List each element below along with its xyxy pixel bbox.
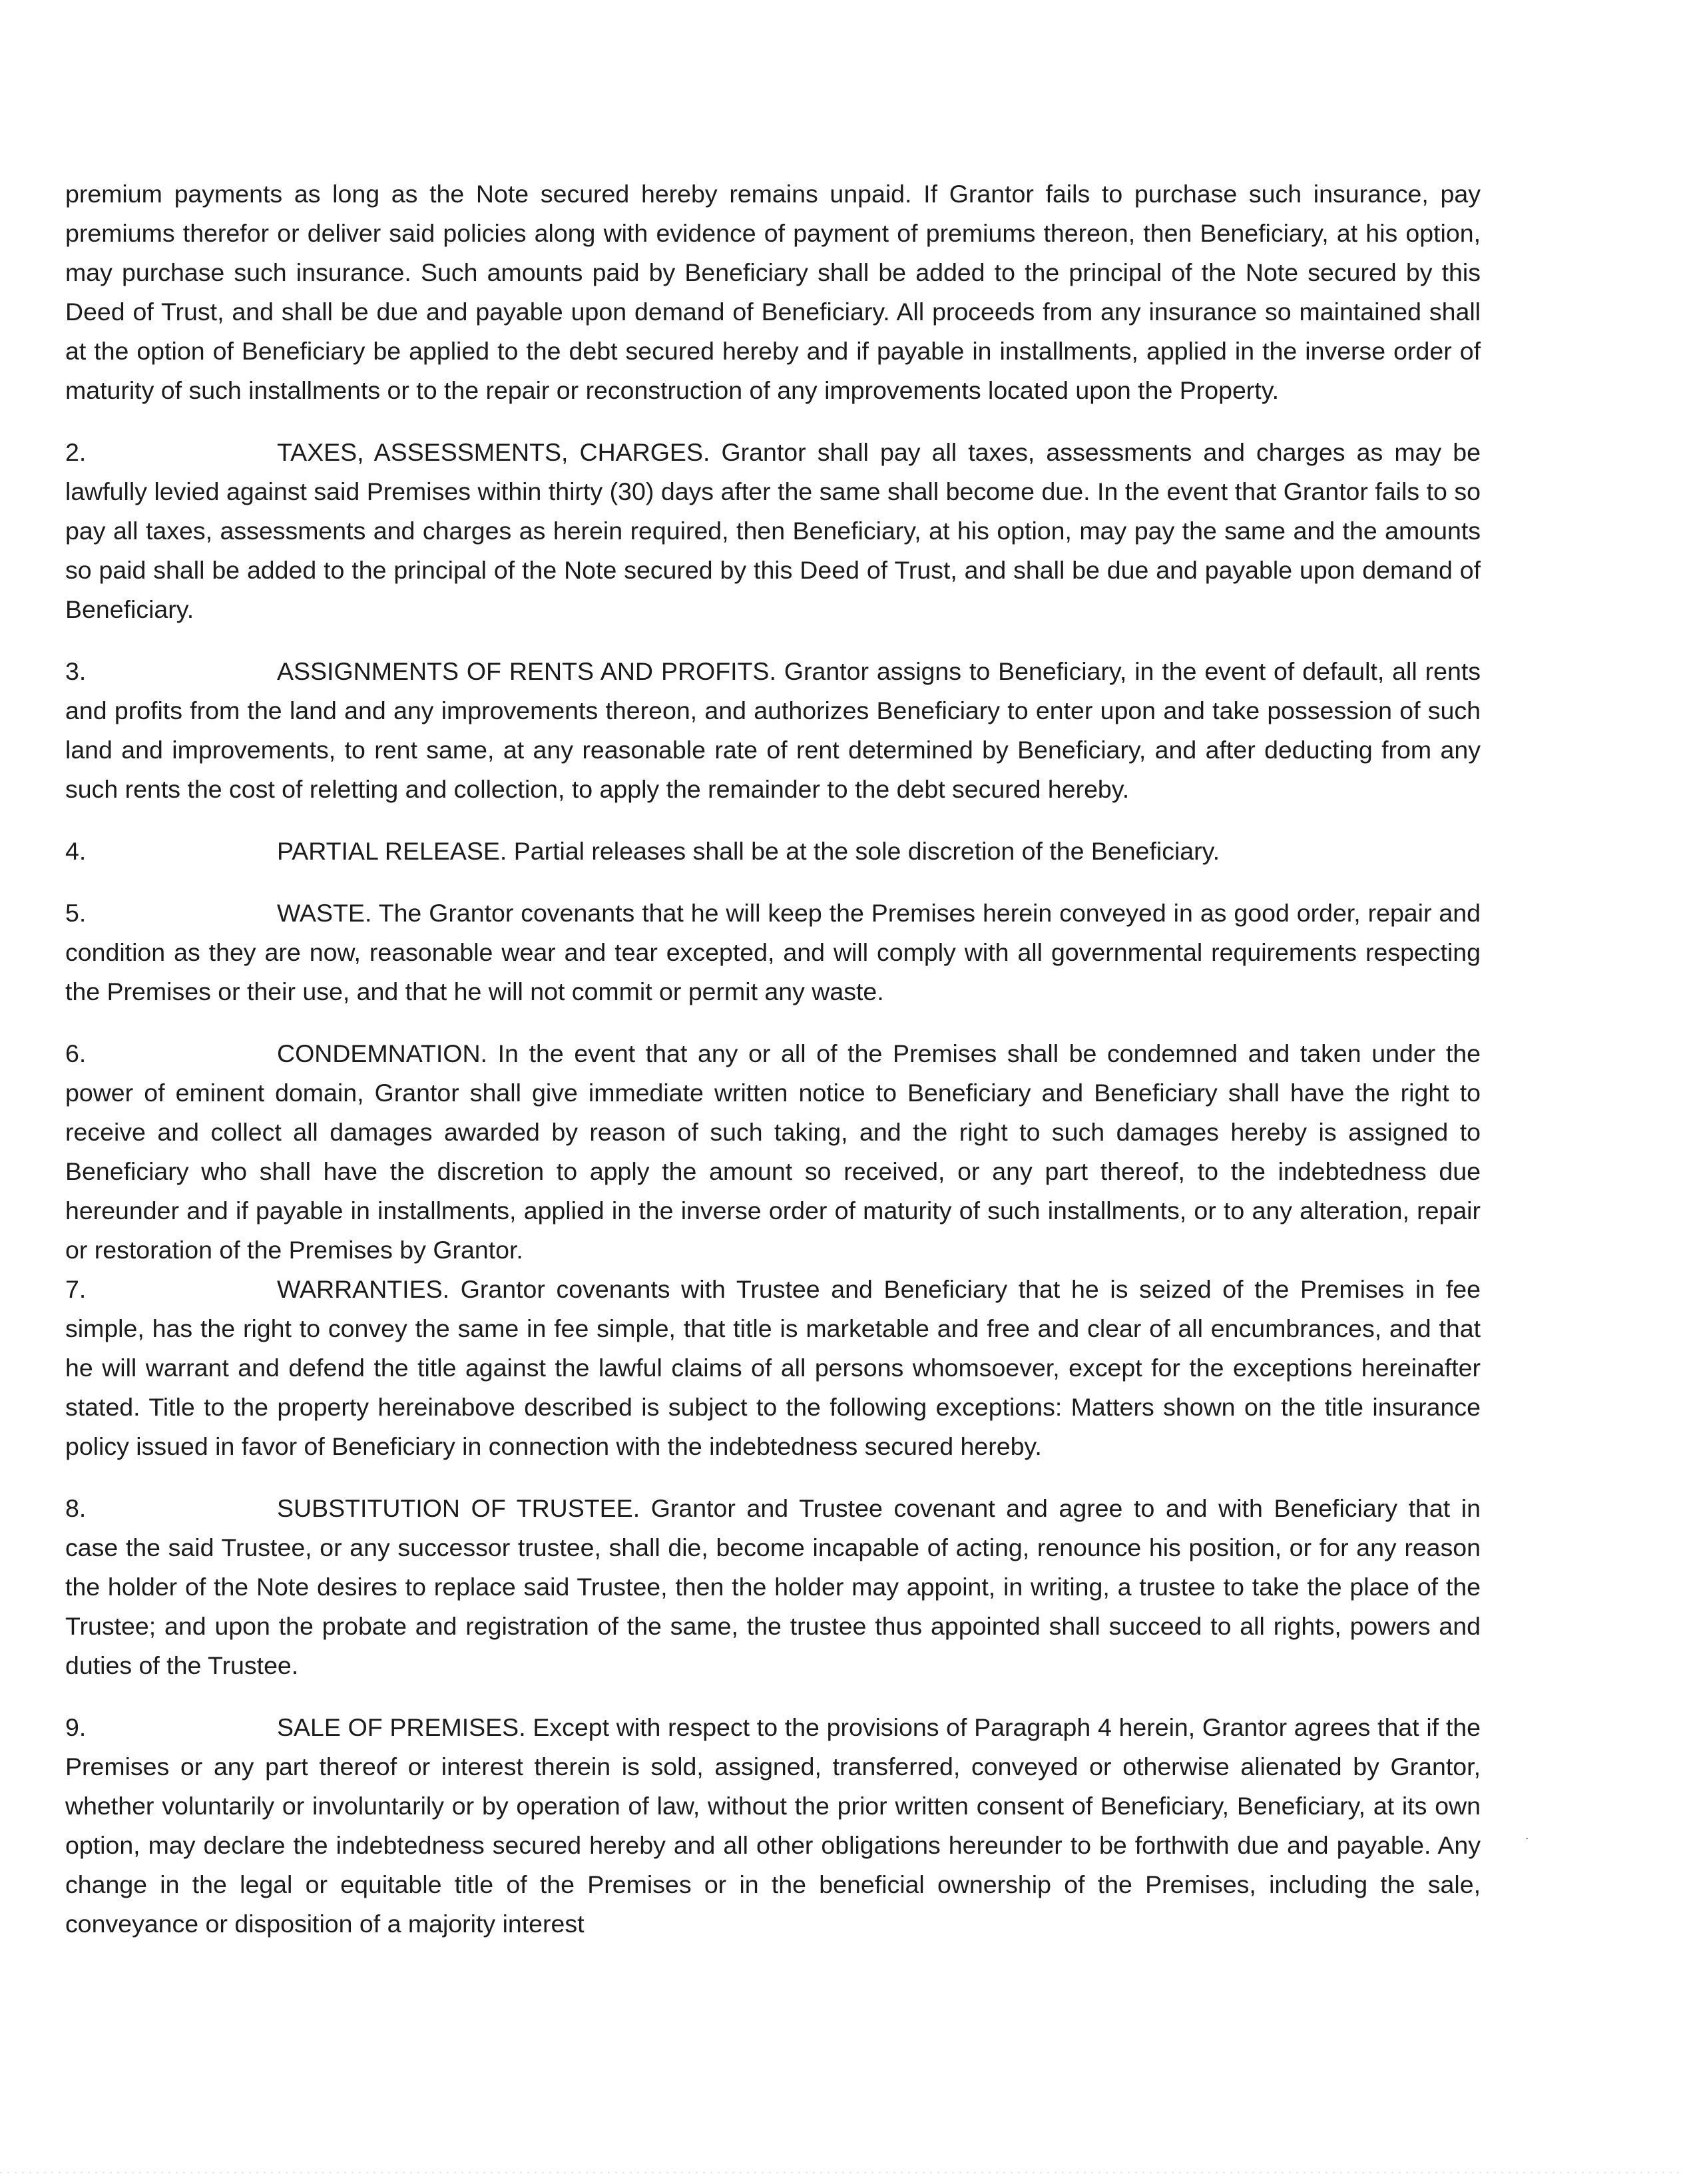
section-text: Grantor covenants with Trustee and Beneficiary that he is seized of the Premises in fee simple, has the right to convey the same in fee simple, that title is marketable and free and clear of all encumbrances, and that he will warrant and defend the title against the lawful claims of all persons whomsoever, except for the exceptions hereinafter stated. Title to the property hereinabove described is subject to the following exceptions: Matters shown on the title insurance policy issued in favor of Beneficiary in connection with the indebtedness secured hereby. bbox=[65, 1275, 1481, 1460]
intro-paragraph bbox=[65, 174, 1481, 410]
scan-speck bbox=[1526, 1838, 1528, 1839]
section-heading: PARTIAL RELEASE. bbox=[277, 837, 507, 865]
section-number: 7. bbox=[65, 1275, 87, 1303]
section-number: 3. bbox=[65, 657, 87, 685]
document-body bbox=[65, 174, 1481, 1944]
section-number: 8. bbox=[65, 1494, 87, 1522]
section-text: Except with respect to the provisions of Paragraph 4 herein, Grantor agrees that if the Premises or any part thereof or interest therein is sold, assigned, transferred, conveyed or otherwise alienated by Grantor, whether voluntarily or involuntarily or by operation of law, without the prior written consent of Beneficiary, Beneficiary, at its own option, may declare the indebtedness secured hereby and all other obligations hereunder to be forthwith due and payable. Any change in the legal or equitable title of the Premises or in the beneficial ownership of the Premises, including the sale, conveyance or disposition of a majority interest bbox=[65, 1713, 1481, 1938]
section-heading: TAXES, ASSESSMENTS, CHARGES. bbox=[277, 438, 710, 466]
section-heading: WARRANTIES. bbox=[277, 1275, 450, 1303]
section-number: 4. bbox=[65, 837, 87, 865]
section-text: Grantor assigns to Beneficiary, in the event of default, all rents and profits from the land and any improvements thereon, and authorizes Beneficiary to enter upon and take possession of such land and improvements, to rent same, at any reasonable rate of rent determined by Beneficiary, and after deducting from any such rents the cost of reletting and collection, to apply the remainder to the debt secured hereby. bbox=[65, 657, 1481, 803]
section-number: 5. bbox=[65, 899, 87, 927]
section-7 bbox=[65, 1270, 1481, 1466]
section-4 bbox=[65, 832, 1481, 871]
section-heading: WASTE. bbox=[277, 899, 372, 927]
section-5 bbox=[65, 894, 1481, 1011]
section-text: Grantor shall pay all taxes, assessments and charges as may be lawfully levied against said Premises within thirty (30) days after the same shall become due. In the event that Grantor fails to so pay all taxes, assessments and charges as herein required, then Beneficiary, at his option, may pay the same and the amounts so paid shall be added to the principal of the Note secured by this Deed of Trust, and shall be due and payable upon demand of Beneficiary. bbox=[65, 438, 1481, 623]
section-9 bbox=[65, 1708, 1481, 1944]
section-3 bbox=[65, 652, 1481, 809]
section-number: 2. bbox=[65, 438, 87, 466]
intro-text: premium payments as long as the Note secured hereby remains unpaid. If Grantor fails to purchase such insurance, pay premiums therefor or deliver said policies along with evidence of payment of premiums thereon, then Beneficiary, at his option, may purchase such insurance. Such amounts paid by Beneficiary shall be added to the principal of the Note secured by this Deed of Trust, and shall be due and payable upon demand of Beneficiary. All proceeds from any insurance so maintained shall at the option of Beneficiary be applied to the debt secured hereby and if payable in installments, applied in the inverse order of maturity of such installments or to the repair or reconstruction of any improvements located upon the Property. bbox=[65, 180, 1481, 404]
section-6 bbox=[65, 1034, 1481, 1270]
section-text: Partial releases shall be at the sole discretion of the Beneficiary. bbox=[513, 837, 1220, 865]
section-heading: CONDEMNATION. bbox=[277, 1039, 487, 1067]
section-text: The Grantor covenants that he will keep the Premises herein conveyed in as good order, repair and condition as they are now, reasonable wear and tear excepted, and will comply with all governmental requirements respecting the Premises or their use, and that he will not commit or permit any waste. bbox=[65, 899, 1481, 1005]
section-text: In the event that any or all of the Premises shall be condemned and taken under the power of eminent domain, Grantor shall give immediate written notice to Beneficiary and Beneficiary shall have the right to receive and collect all damages awarded by reason of such taking, and the right to such damages hereby is assigned to Beneficiary who shall have the discretion to apply the amount so received, or any part thereof, to the indebtedness due hereunder and if payable in installments, applied in the inverse order of maturity of such installments, or to any alteration, repair or restoration of the Premises by Grantor. bbox=[65, 1039, 1481, 1264]
section-text: Grantor and Trustee covenant and agree to and with Beneficiary that in case the said Trustee, or any successor trustee, shall die, become incapable of acting, renounce his position, or for any reason the holder of the Note desires to replace said Trustee, then the holder may appoint, in writing, a trustee to take the place of the Trustee; and upon the probate and registration of the same, the trustee thus appointed shall succeed to all rights, powers and duties of the Trustee. bbox=[65, 1494, 1481, 1679]
section-heading: SALE OF PREMISES. bbox=[277, 1713, 526, 1741]
scan-artifact-line bbox=[0, 2172, 1683, 2173]
section-2 bbox=[65, 433, 1481, 629]
section-number: 9. bbox=[65, 1713, 87, 1741]
section-number: 6. bbox=[65, 1039, 87, 1067]
section-heading: ASSIGNMENTS OF RENTS AND PROFITS. bbox=[277, 657, 776, 685]
section-heading: SUBSTITUTION OF TRUSTEE. bbox=[277, 1494, 640, 1522]
section-8 bbox=[65, 1489, 1481, 1685]
